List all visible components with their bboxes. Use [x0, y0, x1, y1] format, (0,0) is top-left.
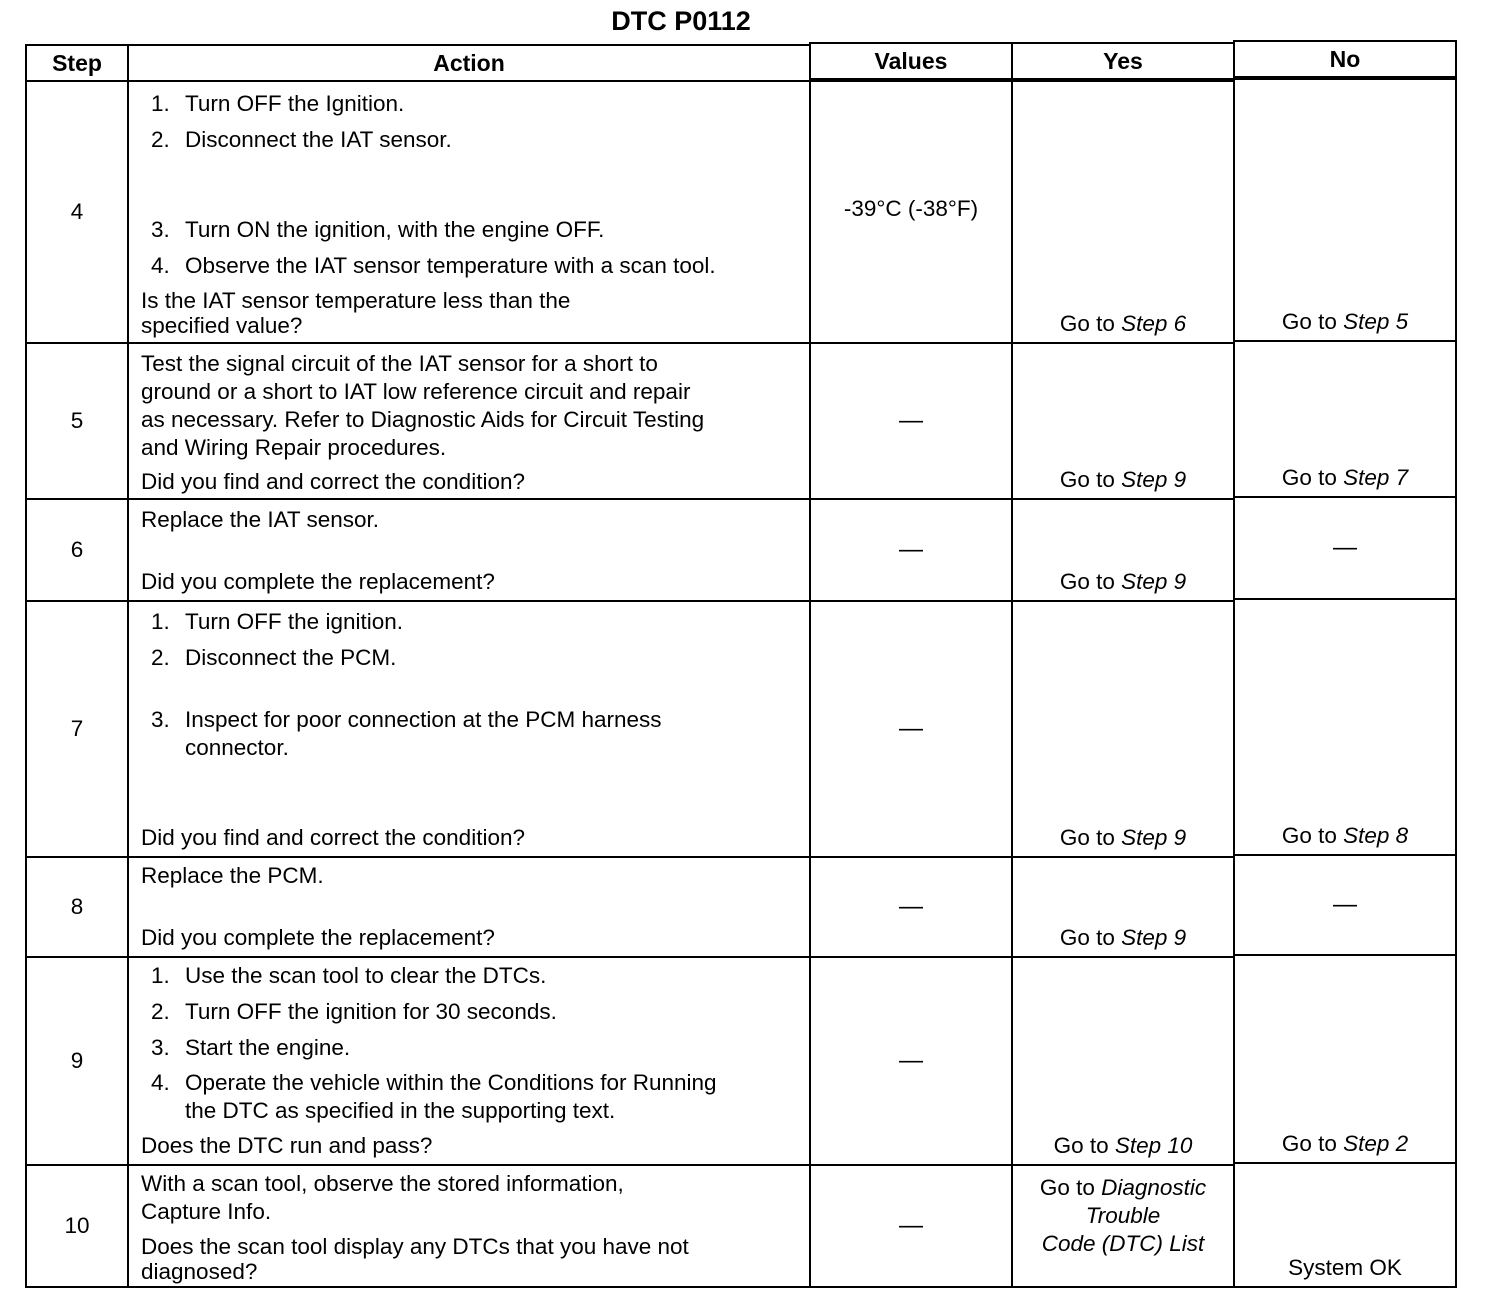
action-item: Turn OFF the ignition. [185, 609, 404, 634]
goto-step-link[interactable]: Step 9 [1121, 825, 1187, 850]
item-number: 2. [151, 999, 170, 1024]
action-cell [127, 80, 811, 344]
value-text: — [899, 1047, 923, 1074]
no-cell [1233, 340, 1457, 498]
no-text: — [1333, 891, 1357, 918]
goto-text: Go to [1059, 311, 1115, 336]
no-cell [1233, 78, 1457, 342]
step-number: 8 [25, 856, 129, 958]
value-text: — [899, 407, 923, 434]
yes-cell [1011, 342, 1235, 500]
item-number: 4. [151, 253, 170, 278]
item-number: 2. [151, 645, 170, 670]
value-cell [809, 342, 1013, 500]
question-text: Is the IAT sensor temperature less than the [141, 288, 571, 313]
action-item: Disconnect the IAT sensor. [185, 127, 452, 152]
action-cell [127, 956, 811, 1166]
value-cell [809, 1164, 1013, 1288]
yes-cell [1011, 498, 1235, 602]
no-cell [1233, 1162, 1457, 1288]
no-cell [1233, 598, 1457, 856]
yes-cell [1011, 956, 1235, 1166]
action-item: Operate the vehicle within the Conditions for Running [185, 1070, 717, 1095]
goto-step-link[interactable]: Step 9 [1121, 467, 1187, 492]
action-text: as necessary. Refer to Diagnostic Aids for Circuit Testing [141, 407, 705, 432]
action-item: Start the engine. [185, 1035, 351, 1060]
action-item: Disconnect the PCM. [185, 645, 397, 670]
question-text: Did you find and correct the condition? [141, 825, 525, 850]
action-text: Replace the PCM. [141, 863, 324, 888]
step-number: 7 [25, 600, 129, 858]
item-number: 3. [151, 707, 170, 732]
goto-step-link[interactable]: Step 10 [1114, 1133, 1193, 1158]
question-text: diagnosed? [141, 1259, 258, 1284]
goto-dtc-list-link[interactable]: Trouble [1085, 1203, 1161, 1228]
step-number: 10 [25, 1164, 129, 1288]
item-number: 4. [151, 1070, 170, 1095]
goto-step-link[interactable]: Step 9 [1121, 925, 1187, 950]
question-text: Does the DTC run and pass? [141, 1133, 433, 1158]
question-text: Did you complete the replacement? [141, 925, 495, 950]
item-number: 3. [151, 1035, 170, 1060]
value-text: — [899, 893, 923, 920]
no-cell [1233, 496, 1457, 600]
header-no: No [1233, 40, 1457, 78]
action-text: and Wiring Repair procedures. [141, 435, 447, 460]
no-cell [1233, 954, 1457, 1164]
yes-cell [1011, 600, 1235, 858]
value-cell [809, 856, 1013, 958]
action-cell [127, 1164, 811, 1288]
goto-step-link[interactable]: Step 7 [1343, 465, 1409, 490]
question-text: Does the scan tool display any DTCs that you have not [141, 1234, 689, 1259]
goto-text: Go to [1281, 465, 1337, 490]
goto-text: Go to [1053, 1133, 1109, 1158]
goto-text: Go to [1059, 467, 1115, 492]
value-cell [809, 600, 1013, 858]
action-cell [127, 342, 811, 500]
item-number: 1. [151, 91, 170, 116]
value-text: — [899, 536, 923, 563]
goto-text: Go to [1281, 1131, 1337, 1156]
goto-dtc-list-link[interactable]: Diagnostic [1101, 1175, 1207, 1200]
goto-text: Go to [1281, 823, 1337, 848]
goto-text: Go to [1039, 1175, 1095, 1200]
action-text: Test the signal circuit of the IAT sensor for a short to [141, 351, 658, 376]
item-number: 3. [151, 217, 170, 242]
question-text: Did you complete the replacement? [141, 569, 495, 594]
goto-dtc-list-link[interactable]: Code (DTC) List [1041, 1231, 1205, 1256]
action-cell [127, 856, 811, 958]
yes-cell [1011, 1164, 1235, 1288]
item-number: 2. [151, 127, 170, 152]
action-item: Use the scan tool to clear the DTCs. [185, 963, 547, 988]
value-text: -39°C (-38°F) [843, 196, 979, 221]
action-item: the DTC as specified in the supporting text. [185, 1098, 616, 1123]
action-text: Capture Info. [141, 1199, 272, 1224]
goto-text: Go to [1059, 925, 1115, 950]
step-number: 4 [25, 80, 129, 344]
yes-cell [1011, 80, 1235, 344]
action-item: Observe the IAT sensor temperature with a scan tool. [185, 253, 716, 278]
step-number: 5 [25, 342, 129, 500]
goto-step-link[interactable]: Step 9 [1121, 569, 1187, 594]
step-number: 6 [25, 498, 129, 602]
goto-text: Go to [1059, 825, 1115, 850]
value-text: — [899, 715, 923, 742]
goto-step-link[interactable]: Step 6 [1121, 311, 1187, 336]
no-text: — [1333, 534, 1357, 561]
goto-text: Go to [1059, 569, 1115, 594]
action-text: Replace the IAT sensor. [141, 507, 380, 532]
item-number: 1. [151, 609, 170, 634]
action-item: Turn OFF the Ignition. [185, 91, 405, 116]
question-text: Did you find and correct the condition? [141, 469, 525, 494]
value-cell [809, 80, 1013, 344]
action-text: With a scan tool, observe the stored information, [141, 1171, 624, 1196]
yes-cell [1011, 856, 1235, 958]
action-cell [127, 600, 811, 858]
value-cell [809, 498, 1013, 602]
no-cell [1233, 854, 1457, 956]
table-title: DTC P0112 [611, 6, 751, 36]
header-yes: Yes [1011, 42, 1235, 80]
question-text: specified value? [141, 313, 303, 338]
goto-step-link[interactable]: Step 5 [1343, 309, 1409, 334]
action-item: Turn OFF the ignition for 30 seconds. [185, 999, 557, 1024]
goto-text: Go to [1281, 309, 1337, 334]
header-step: Step [25, 44, 129, 82]
action-item: Turn ON the ignition, with the engine OFF. [185, 217, 605, 242]
goto-step-link[interactable]: Step 2 [1343, 1131, 1409, 1156]
item-number: 1. [151, 963, 170, 988]
action-item: connector. [185, 735, 289, 760]
goto-step-link[interactable]: Step 8 [1343, 823, 1409, 848]
header-action: Action [127, 44, 811, 82]
value-cell [809, 956, 1013, 1166]
action-text: ground or a short to IAT low reference circuit and repair [141, 379, 691, 404]
header-values: Values [809, 42, 1013, 80]
action-item: Inspect for poor connection at the PCM harness [185, 707, 662, 732]
value-text: — [899, 1212, 923, 1239]
step-number: 9 [25, 956, 129, 1166]
system-ok-text: System OK [1288, 1255, 1402, 1280]
action-cell [127, 498, 811, 602]
